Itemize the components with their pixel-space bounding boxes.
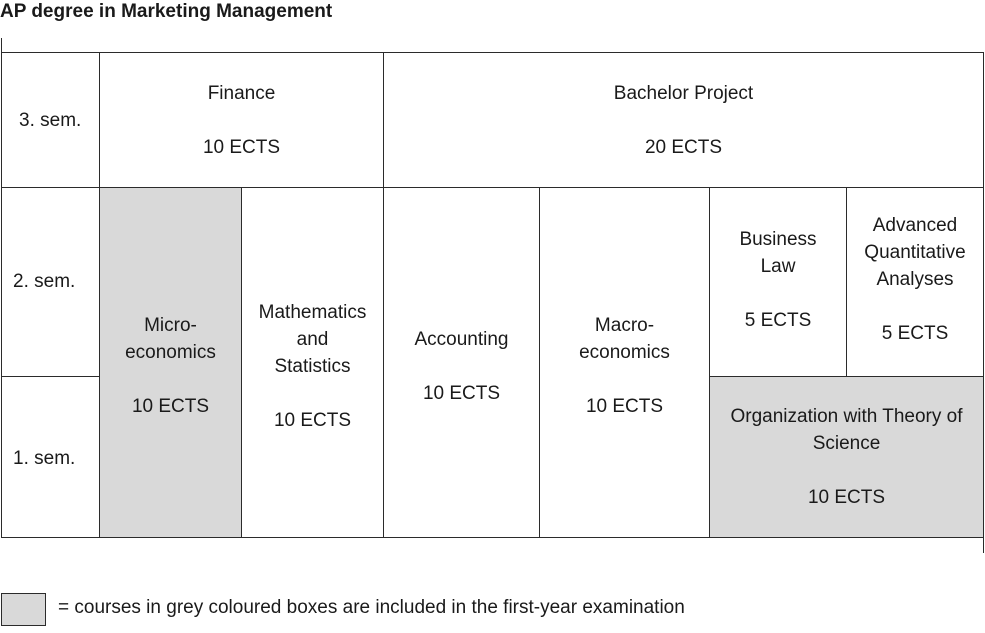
semester-1-label	[1, 376, 100, 538]
course-name-line1: Organization with Theory of	[730, 406, 963, 427]
course-ects: 10 ECTS	[807, 487, 886, 508]
course-name-line2: Law	[760, 255, 796, 277]
course-ects: 10 ECTS	[422, 382, 501, 404]
semester-2-label	[1, 187, 100, 377]
course-name-line2: economics	[579, 342, 670, 363]
course-name: Accounting	[414, 328, 509, 350]
course-macroeconomics	[539, 187, 710, 538]
course-finance	[99, 52, 384, 188]
course-name-line1: Business	[739, 228, 817, 250]
course-name-line3: Analyses	[876, 269, 954, 290]
semester-3-label	[1, 52, 100, 188]
bottom-right-tick	[983, 537, 984, 553]
course-name-line2: and	[296, 328, 329, 350]
course-ects: 20 ECTS	[644, 136, 723, 158]
semester-1-text: 1. sem.	[13, 447, 76, 469]
course-ects: 10 ECTS	[273, 409, 352, 431]
semester-3-text: 3. sem.	[19, 109, 82, 131]
course-name-line1: Macro-	[594, 315, 655, 336]
course-ects: 5 ECTS	[744, 309, 812, 331]
course-name-line1: Micro-	[144, 315, 197, 336]
course-bachelor-project	[383, 52, 984, 188]
course-name: Finance	[207, 82, 276, 104]
legend-grey-swatch	[1, 593, 46, 626]
legend-text: = courses in grey coloured boxes are included in the first-year examination	[58, 597, 685, 618]
course-name-line2: Science	[812, 433, 881, 454]
course-organization-theory-of-science	[709, 376, 984, 538]
diagram-title: AP degree in Marketing Management	[0, 1, 333, 22]
course-ects: 10 ECTS	[131, 396, 210, 417]
course-name-line1: Advanced	[872, 215, 958, 236]
semester-2-text: 2. sem.	[13, 270, 76, 292]
course-ects: 5 ECTS	[881, 323, 949, 344]
course-name-line2: Quantitative	[864, 242, 966, 263]
course-name-line1: Mathematics	[258, 301, 367, 323]
top-left-tick	[1, 38, 2, 52]
course-mathematics-statistics	[241, 187, 384, 538]
course-ects: 10 ECTS	[585, 396, 664, 417]
course-name-line3: Statistics	[274, 355, 351, 377]
course-accounting	[383, 187, 540, 538]
course-name: Bachelor Project	[613, 82, 754, 104]
course-microeconomics	[99, 187, 242, 538]
course-ects: 10 ECTS	[202, 136, 281, 158]
course-name-line2: economics	[125, 342, 216, 363]
course-advanced-quantitative-analyses	[846, 187, 984, 377]
course-business-law	[709, 187, 847, 377]
